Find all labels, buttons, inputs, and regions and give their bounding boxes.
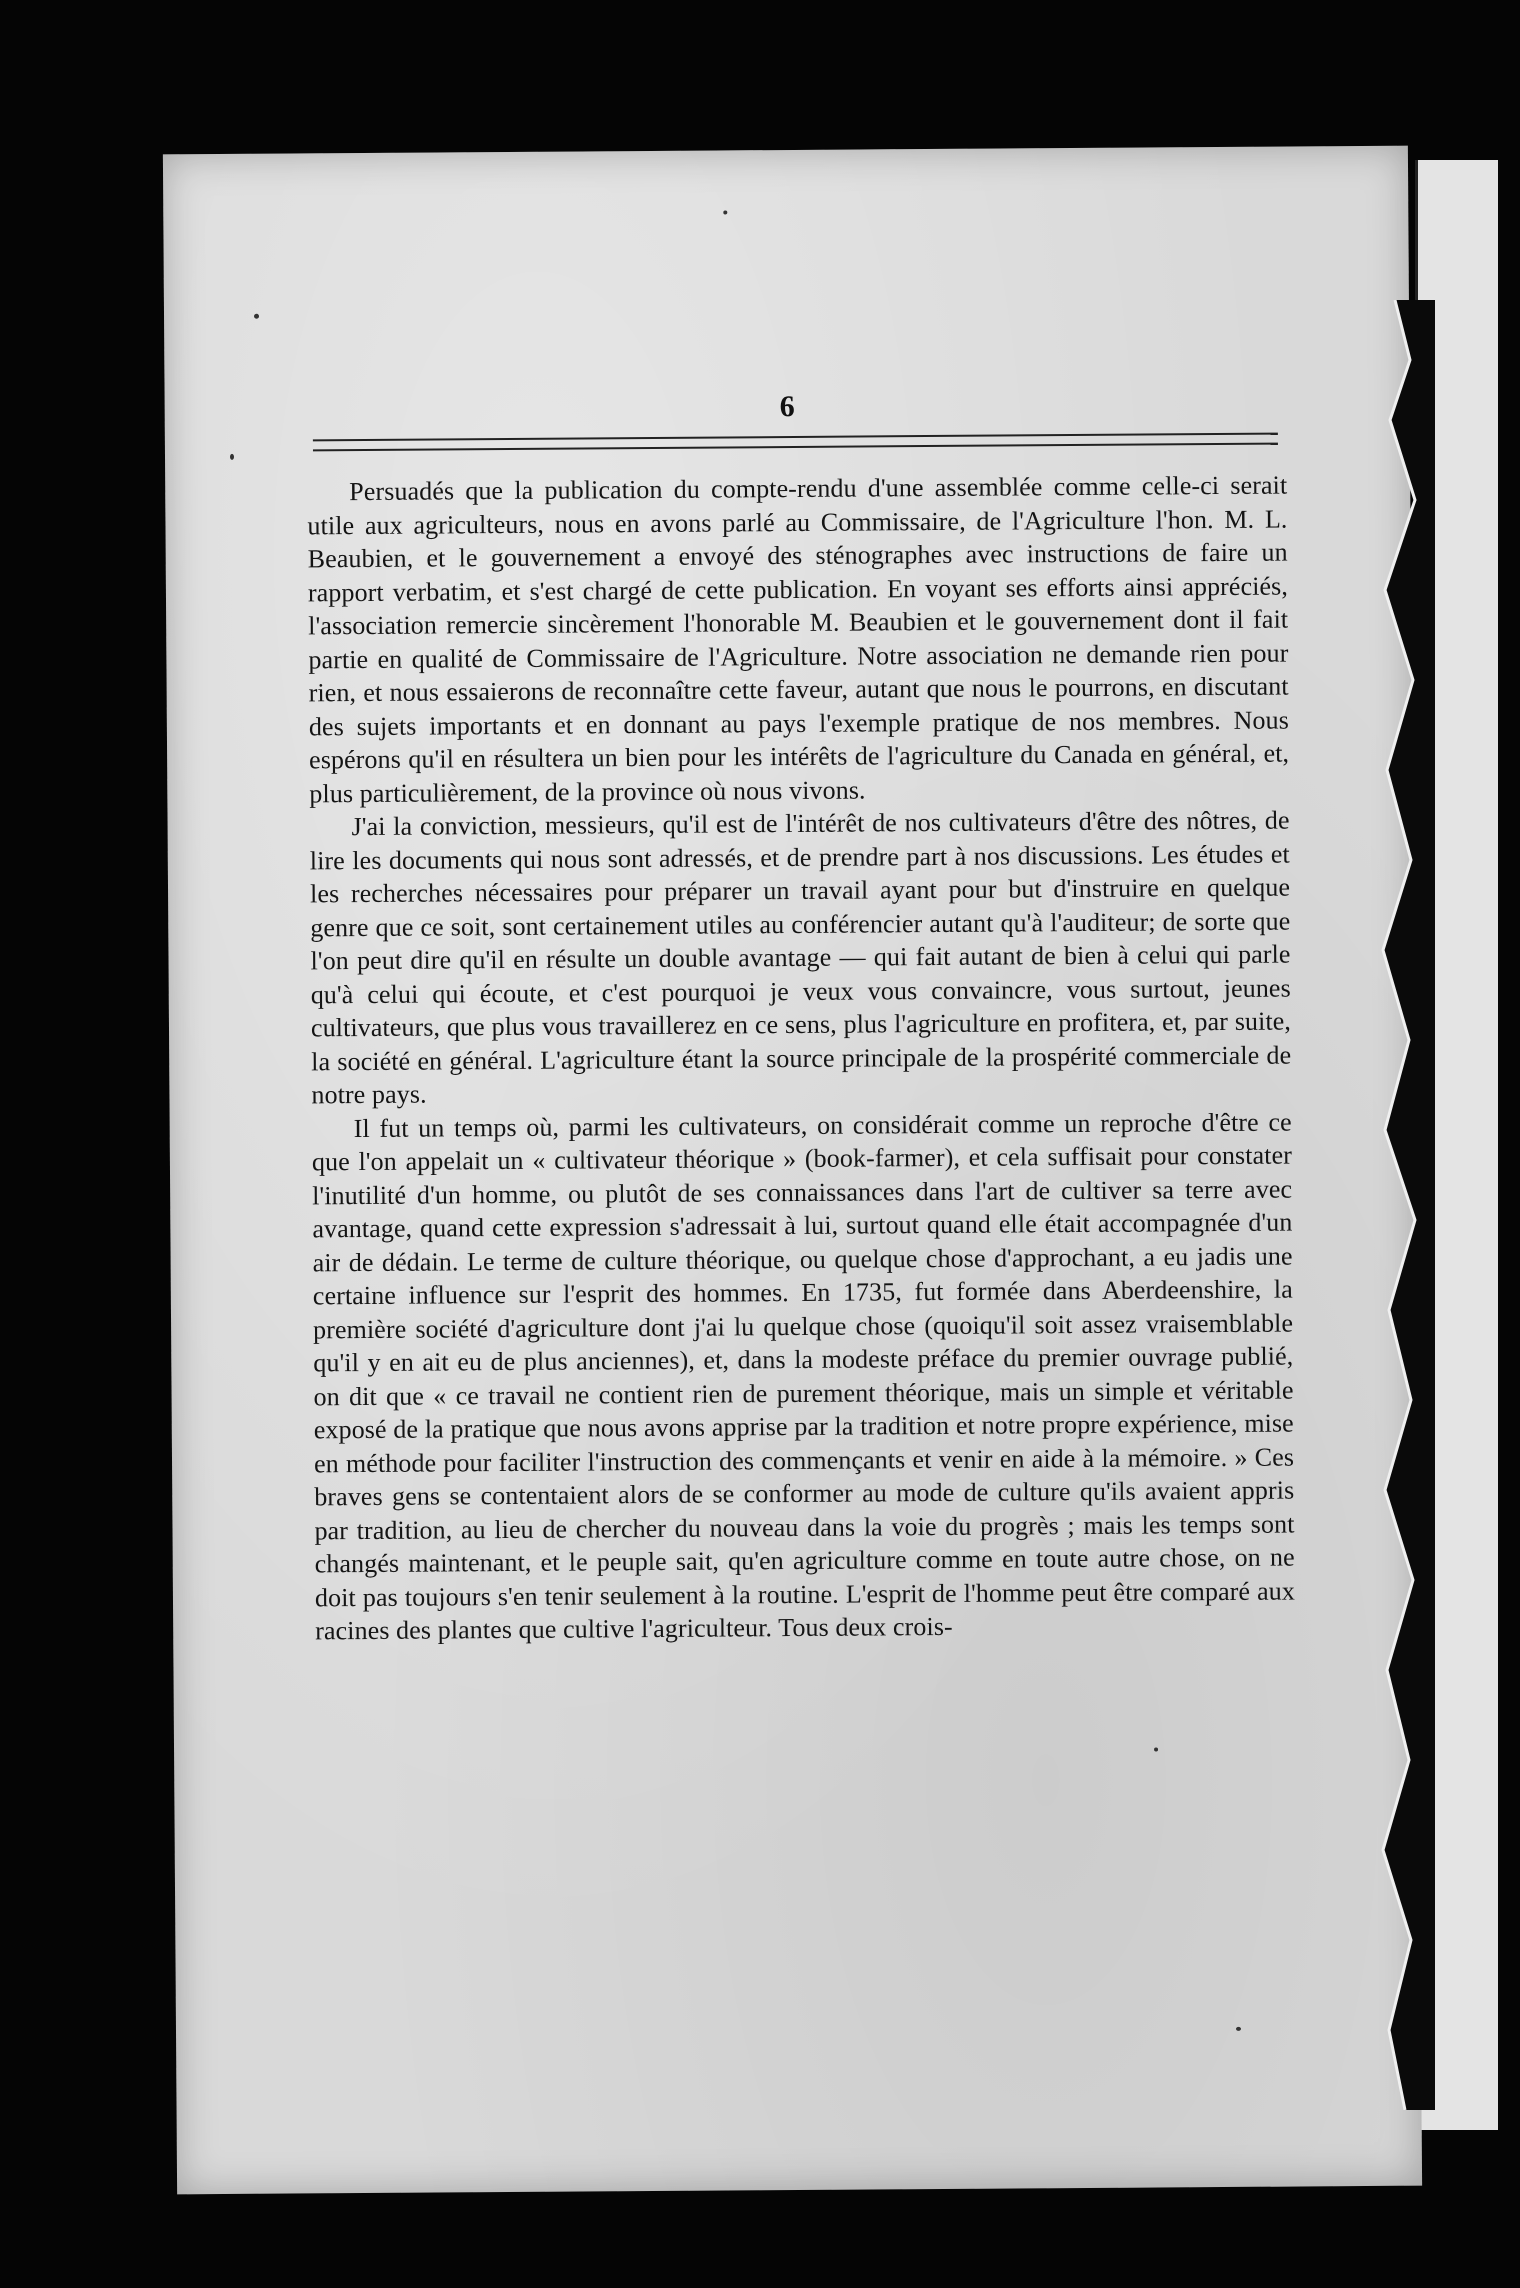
document-page [163,146,1422,2195]
header-rule-top [313,433,1278,442]
paper-speck [230,454,234,460]
paragraph-1: Persuadés que la publication du compte-rendu d'une assemblée comme celle-ci serait utile aux agriculteurs, nous en avons parlé au Commissaire, de l'Agriculture l'hon. M. L. Beaubien, et le gouvernement a envoyé des sténographes avec instructions de faire un rapport verbatim, et s'est chargé de cette publication. En voyant ses efforts ainsi appréciés, l'association remercie sincèrement l'honorable M. Beaubien et le gouvernement dont il fait partie en qualité de Commissaire de l'Agriculture. Notre association ne demande rien pour rien, et nous essaierons de reconnaître cette faveur, autant que nous le pourrons, en discutant des sujets importants et en donnant au pays l'exemple pratique de nos membres. Nous espérons qu'il en résultera un bien pour les intérêts de l'agriculture du Canada en général, et, plus particulièrement, de la province où nous vivons. [307,470,1290,808]
paragraph-2: J'ai la conviction, messieurs, qu'il est de l'intérêt de nos cultivateurs d'être des nôtres, de lire les documents qui nous sont adressés, et de prendre part à nos discussions. Les études et les recherches nécessaires pour préparer un travail ayant pour but d'instruire en quelque genre que ce soit, sont certainement utiles au conférencier autant qu'à l'auditeur; de sorte que l'on peut dire qu'il en résulte un double avantage — qui fait autant de bien à celui qui parle qu'à celui qui écoute, et c'est pourquoi je veux vous convaincre, vous surtout, jeunes cultivateurs, que plus vous travaillerez en ce sens, plus l'agriculture en profitera, et, par suite, la société en général. L'agriculture étant la source principale de la prospérité commerciale de notre pays. [309,805,1292,1110]
paper-speck [1154,1747,1158,1751]
body-text [307,469,1295,1648]
torn-binding-edge [1365,300,1435,2110]
paper-speck [1236,2027,1241,2031]
header-rule-bottom [313,443,1278,452]
paragraph-3: Il fut un temps où, parmi les cultivateurs, on considérait comme un reproche d'être ce que l'on appelait un « cultivateur théorique » (book-farmer), et cela suffisait pour constater l'inutilité d'un homme, ou plutôt de ses connaissances dans l'art de cultiver sa terre avec avantage, quand cette expression s'adressait à lui, surtout quand elle était accompagnée d'un air de dédain. Le terme de culture théorique, ou quelque chose d'approchant, a eu jadis une certaine influence sur l'esprit des hommes. En 1735, fut formée dans Aberdeenshire, la première société d'agriculture dont j'ai lu quelque chose (quoiqu'il soit assez vraisemblable qu'il y en ait eu de plus anciennes), et, dans la modeste préface du premier ouvrage publié, on dit que « ce travail ne contient rien de purement théorique, mais un simple et véritable exposé de la pratique que nous avons apprise par la tradition et notre propre expérience, mise en méthode pour faciliter l'instruction des commençants et venir en aide à la mémoire. » Ces braves gens se contentaient alors de se conformer au mode de culture qu'ils avaient appris par tradition, au lieu de chercher du nouveau dans la voie du progrès ; mais les temps sont changés maintenant, et le peuple sait, qu'en agriculture comme en toute autre chose, on ne doit pas toujours s'en tenir seulement à la routine. L'esprit de l'homme peut être comparé aux racines des plantes que cultive l'agriculteur. Tous deux crois- [311,1107,1296,1646]
paper-speck [723,210,727,214]
page-number: 6 [779,389,795,424]
paper-speck [254,314,259,319]
